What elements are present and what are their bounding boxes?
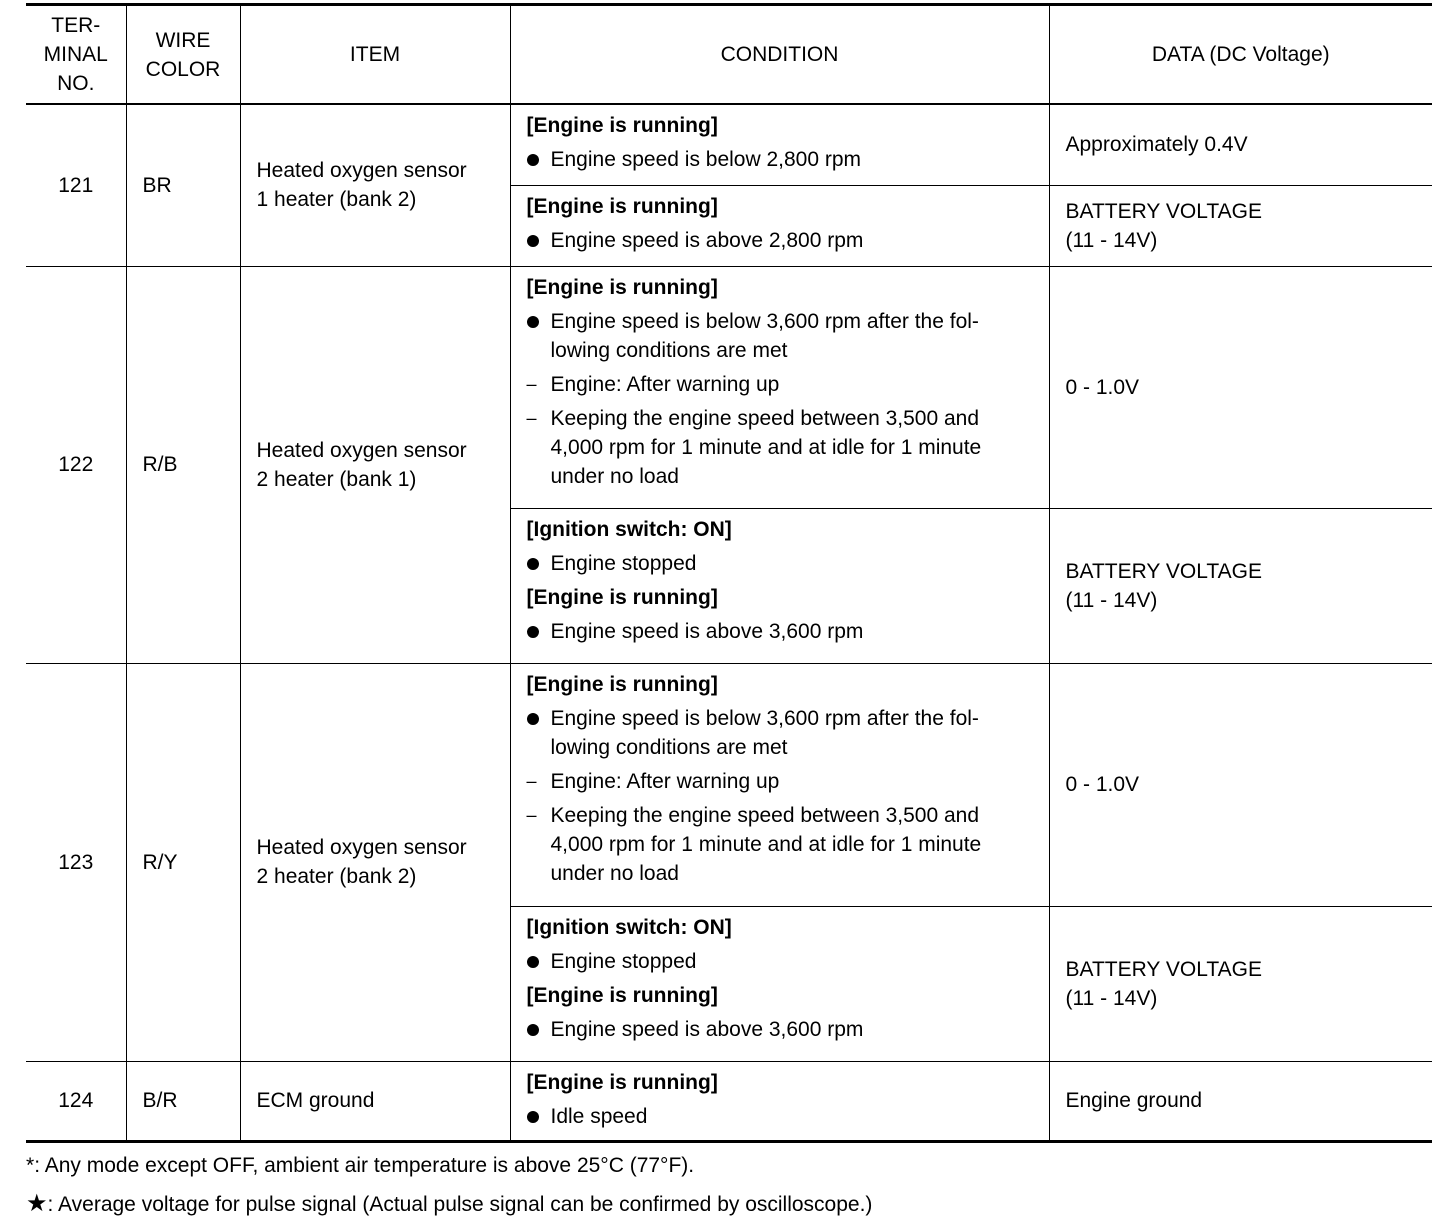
- table-header-row: [26, 5, 1432, 105]
- item-name: Heated oxygen sensor 2 heater (bank 1): [240, 266, 510, 663]
- bullet-icon: [527, 235, 539, 247]
- condition-bullet: [527, 617, 1037, 646]
- condition-bullet: [527, 226, 1037, 255]
- footnote-text: : Any mode except OFF, ambient air temperature is above 25°C (77°F).: [34, 1153, 695, 1177]
- condition-cell: [510, 266, 1049, 508]
- data-value: Engine ground: [1049, 1061, 1432, 1141]
- terminal-no: 121: [26, 104, 126, 266]
- data-value: Approximately 0.4V: [1049, 104, 1432, 185]
- item-name: Heated oxygen sensor 2 heater (bank 2): [240, 663, 510, 1061]
- condition-heading: [Engine is running]: [526, 114, 718, 137]
- ecm-terminal-table: [26, 3, 1432, 1143]
- condition-cell: [510, 104, 1049, 185]
- wire-color: R/B: [126, 266, 240, 663]
- header-item: ITEM: [240, 5, 510, 105]
- table-row: [26, 104, 1432, 185]
- data-value: BATTERY VOLTAGE (11 - 14V): [1049, 906, 1432, 1061]
- condition-heading: [Engine is running]: [526, 672, 718, 696]
- condition-heading: [Ignition switch: ON]: [526, 915, 732, 939]
- condition-bullet: [527, 307, 1037, 365]
- condition-dash: [527, 370, 1037, 399]
- condition-text: Engine stopped: [550, 551, 697, 575]
- condition-text: Engine speed is above 3,600 rpm: [550, 1017, 864, 1041]
- table-row: [26, 266, 1432, 508]
- condition-text: Engine speed is above 2,800 rpm: [550, 228, 864, 252]
- table-row: [26, 1061, 1432, 1141]
- header-data: DATA (DC Voltage): [1049, 5, 1432, 105]
- spec-page: [26, 3, 1432, 1228]
- condition-dash: [527, 404, 1037, 491]
- condition-heading: [Engine is running]: [526, 1070, 718, 1094]
- condition-heading: [Engine is running]: [526, 983, 718, 1007]
- footnote-text: : Average voltage for pulse signal (Actual pulse signal can be confirmed by oscilloscope.): [47, 1192, 873, 1216]
- bullet-icon: [527, 713, 539, 725]
- terminal-no: 123: [26, 663, 126, 1061]
- bullet-icon: [527, 558, 539, 570]
- bullet-icon: [527, 154, 539, 166]
- condition-cell: [510, 906, 1049, 1061]
- data-value: BATTERY VOLTAGE (11 - 14V): [1049, 185, 1432, 266]
- star-icon: ★: [26, 1189, 48, 1217]
- wire-color: R/Y: [126, 663, 240, 1061]
- bullet-icon: [527, 1024, 539, 1036]
- header-condition: CONDITION: [510, 5, 1049, 105]
- condition-heading: [Ignition switch: ON]: [526, 517, 732, 541]
- header-wire-color: WIRE COLOR: [126, 5, 240, 105]
- condition-text: Engine speed is below 2,800 rpm: [550, 148, 862, 171]
- terminal-no: 122: [26, 266, 126, 663]
- dash-icon: –: [526, 373, 537, 394]
- condition-bullet: [527, 1102, 1037, 1131]
- condition-dash: [527, 801, 1037, 888]
- condition-heading: [Engine is running]: [526, 194, 718, 218]
- condition-cell: [510, 663, 1049, 906]
- data-value: 0 - 1.0V: [1049, 266, 1432, 508]
- bullet-icon: [527, 1111, 539, 1123]
- data-value: BATTERY VOLTAGE (11 - 14V): [1049, 508, 1432, 663]
- terminal-no: 124: [26, 1061, 126, 1141]
- header-terminal-no: TER- MINAL NO.: [26, 5, 126, 105]
- data-value: 0 - 1.0V: [1049, 663, 1432, 906]
- item-name: ECM ground: [240, 1061, 510, 1141]
- dash-icon: –: [526, 407, 537, 428]
- footnotes: [26, 1151, 1432, 1219]
- bullet-icon: [527, 316, 539, 328]
- condition-text: Idle speed: [550, 1104, 648, 1128]
- wire-color: B/R: [126, 1061, 240, 1141]
- condition-bullet: [527, 947, 1037, 976]
- bullet-icon: [527, 626, 539, 638]
- condition-bullet: [527, 145, 1037, 174]
- condition-text: Engine speed is above 3,600 rpm: [550, 619, 864, 643]
- dash-icon: –: [526, 770, 537, 791]
- condition-heading: [Engine is running]: [526, 275, 718, 299]
- table-row: [26, 663, 1432, 906]
- condition-cell: [510, 508, 1049, 663]
- condition-cell: [510, 185, 1049, 266]
- footnote-asterisk: [26, 1151, 1432, 1180]
- condition-text: Keeping the engine speed between 3,500 and 4,000 rpm for 1 minute and at idle for 1 minute under no load: [550, 803, 982, 885]
- condition-text: Engine: After warning up: [550, 372, 780, 396]
- condition-dash: [527, 767, 1037, 796]
- condition-bullet: [527, 549, 1037, 578]
- asterisk-mark: *: [26, 1153, 35, 1177]
- condition-cell: [510, 1061, 1049, 1141]
- condition-bullet: [527, 704, 1037, 762]
- dash-icon: –: [526, 804, 537, 825]
- wire-color: BR: [126, 104, 240, 266]
- condition-bullet: [527, 1015, 1037, 1044]
- footnote-star: [26, 1189, 1432, 1219]
- condition-text: Keeping the engine speed between 3,500 and 4,000 rpm for 1 minute and at idle for 1 minute under no load: [550, 406, 982, 488]
- condition-heading: [Engine is running]: [526, 585, 718, 609]
- condition-text: Engine speed is below 3,600 rpm after the fol- lowing conditions are met: [550, 706, 979, 759]
- condition-text: Engine: After warning up: [550, 769, 780, 793]
- item-name: Heated oxygen sensor 1 heater (bank 2): [240, 104, 510, 266]
- bullet-icon: [527, 956, 539, 968]
- condition-text: Engine stopped: [550, 949, 697, 973]
- condition-text: Engine speed is below 3,600 rpm after the fol- lowing conditions are met: [550, 309, 979, 362]
